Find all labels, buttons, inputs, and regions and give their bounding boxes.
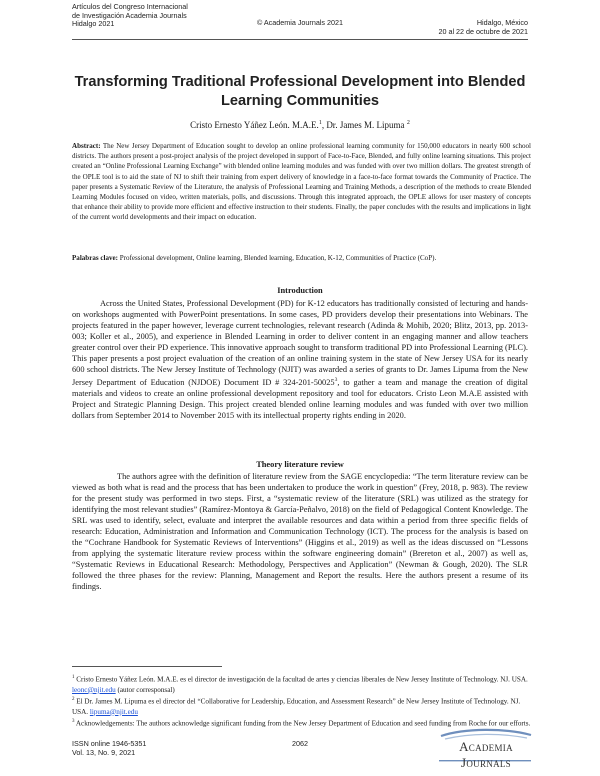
abstract [72,141,531,223]
logo-text: Academia Journals [459,739,513,770]
author-2: Dr. James M. Lipuma [326,120,405,130]
footnote-1-text: Cristo Ernesto Yáñez León. M.A.E. es el director de investigación de la facultad de artes y ciencias liberales de New Jersey Institute of Technology. NJ. USA. [74,675,528,684]
header-city: Hidalgo, México [476,18,528,27]
abstract-text: The New Jersey Department of Education sought to develop an online professional learning community for 150,000 educators in nearly 600 school districts. The authors present a post-project analysis of the project developed in support of Face-to-Face, Blended, and fully online learning situations. This project created an “Online Professional Learning Exchange” with blended online learning modules and was funded with over two million dollars. The greatest strength of the OPLE tool is to aid the state of NJ to shift their training from expert delivery of knowledge in a face-to-face format towards the Community of Practice. The paper presents a Systematic Review of the Literature, the analysis of Professional Learning and Training Methods, a description of the methods to create Blended Learning Modules focused on video, written materials, polls, and discussions. Through this integrated approach, the OPLE allows for user mastery of concepts that enhance their ability to provide more efficient and effective instruction to their students. Finally, the paper concludes with the results and implications in light of the current world developments and their impact on education. [72,142,532,222]
theory-paragraph: The authors agree with the definition of literature review from the SAGE encyclopedia: “The term literature review can be viewed as both what is read and the process that has been undertaken to produce the work in question” (Frey, 2018, p. 983). The review for the present study was performed in two steps. First, a “systematic review of the literature (SRL) was utilized as the strategy for identifying the most relevant studies” (Ramírez-Montoya & García-Peñalvo, 2018) on the field of Pedagogical Content Knowledge. The SRL was used to identify, select, evaluate and interpret the available resources and data within a period from three specific fields of research: Education, Administration and Information and Communication Technology (ICT). The process for the analysis is based on the “Cochrane Handbook for Systematic Reviews of Interventions” (Higgins et al., 2019) as well as the ideas discussed on “Lessons from applying the systematic literature review process within the software engineering domain” (Brereton et al., 2007) as well as, “Systematic Reviews in Educational Research: Methodology, Perspectives and Application” (Newman & Gough, 2020). The SLR followed the three phases for the review: Planning, Management and Report the results. Here the authors present a resume of its findings. [72,472,528,592]
footer-volume: Vol. 13, No. 9, 2021 [72,747,136,757]
authors [72,120,528,130]
section-heading-theory: Theory literature review [256,460,344,469]
title-line-2: Learning Communities [220,93,380,109]
header-dates: 20 al 22 de octubre de 2021 [438,26,528,36]
author-1-footnote-mark: 1 [318,120,322,126]
header-copyright: © Academia Journals 2021 [256,18,343,28]
paper-title [60,73,540,111]
footnote-2 [72,695,532,717]
author-separator: , [321,120,327,130]
introduction-footnote-mark: 3 [334,377,338,384]
footnote-3-text: Acknowledgements: The authors acknowledge significant funding from the New Jersey Department of Education and seed funding from Roche for our efforts. [74,719,531,728]
author-2-footnote-mark: 2 [406,120,410,126]
header-rule [72,39,528,40]
footer-page-number: 2062 [292,739,308,748]
keywords-text: Professional development, Online learning, Blended learning, Education, K-12, Communities of Practice (CoP). [119,254,437,262]
footnotes [72,673,532,729]
title-line-1: Transforming Traditional Professional Development into Blended [74,74,526,90]
footnote-3-number: 3 [72,718,75,724]
section-heading-introduction: Introduction [277,286,323,295]
footer-left [72,740,232,757]
introduction-text-b: , to gather a team and manage the creation of digital materials and videos to create an online professional development repository and tool for educators. Cristo Leon M.A.E assisted with Project and Strategic Planning Design. This project created blended online learning modules and was funded with over two million dollars from September 2014 to November 2015 with its intellectual property rights ending in 2020. [72,378,528,421]
footer-issn: ISSN online 1946-5351 [72,739,147,748]
introduction-paragraph [72,298,528,421]
author-1: Cristo Ernesto Yáñez León. M.A.E. [190,120,319,130]
keywords [72,253,472,263]
header-location: Hidalgo 2021 [72,19,115,29]
footnote-1-number: 1 [72,675,75,680]
footnote-2-email-link[interactable]: lipuma@njit.edu [89,707,138,716]
academia-journals-logo [435,726,535,770]
footnote-rule [72,666,222,667]
header-right [368,19,528,36]
header-conference-line1: Artículos del Congreso Internacional [72,2,188,11]
keywords-label: Palabras clave: [72,254,118,262]
header-conference-line2: de Investigación Academia Journals [72,10,187,20]
footnote-1-tail: (autor corresponsal) [115,685,175,694]
footnote-1 [72,673,532,695]
introduction-text-a: Across the United States, Professional Development (PD) for K-12 educators has traditionally consisted of lecturing and hands-on workshops augmented with PowerPoint presentations. In some cases, PD providers develop their presentations into Webinars. The projects featured in the paper however, leverage current technologies, relevant research (Adinda & Mohib, 2020; Blitz, 2013, pp. 2013-003; Koller et al., 2005), and experience in Blended Learning in order to deliver content in an engaging manner and allow teachers greater control over their PD experience. This innovative approach sought to transform traditional PD into Professional Learning (PLC). This paper presents a post project evaluation of the creation of an online training system in the state of New Jersey USA for its nearly 600 school districts. The New Jersey Institute of Technology (NJIT) was awarded a series of grants to Dr. James Lipuma from the New Jersey Department of Education (NJDOE) Document ID # 324-201-50025 [72,299,528,388]
footnote-2-number: 2 [72,696,75,702]
footnote-1-email-link[interactable]: leonc@njit.edu [72,685,116,694]
footnote-2-text: El Dr. James M. Lipuma es el director del “Collaborative for Leadership, Education, and Assessment Research” de New Jersey Institute of Technology. NJ. USA. [72,697,521,716]
abstract-label: Abstract: [72,142,101,150]
